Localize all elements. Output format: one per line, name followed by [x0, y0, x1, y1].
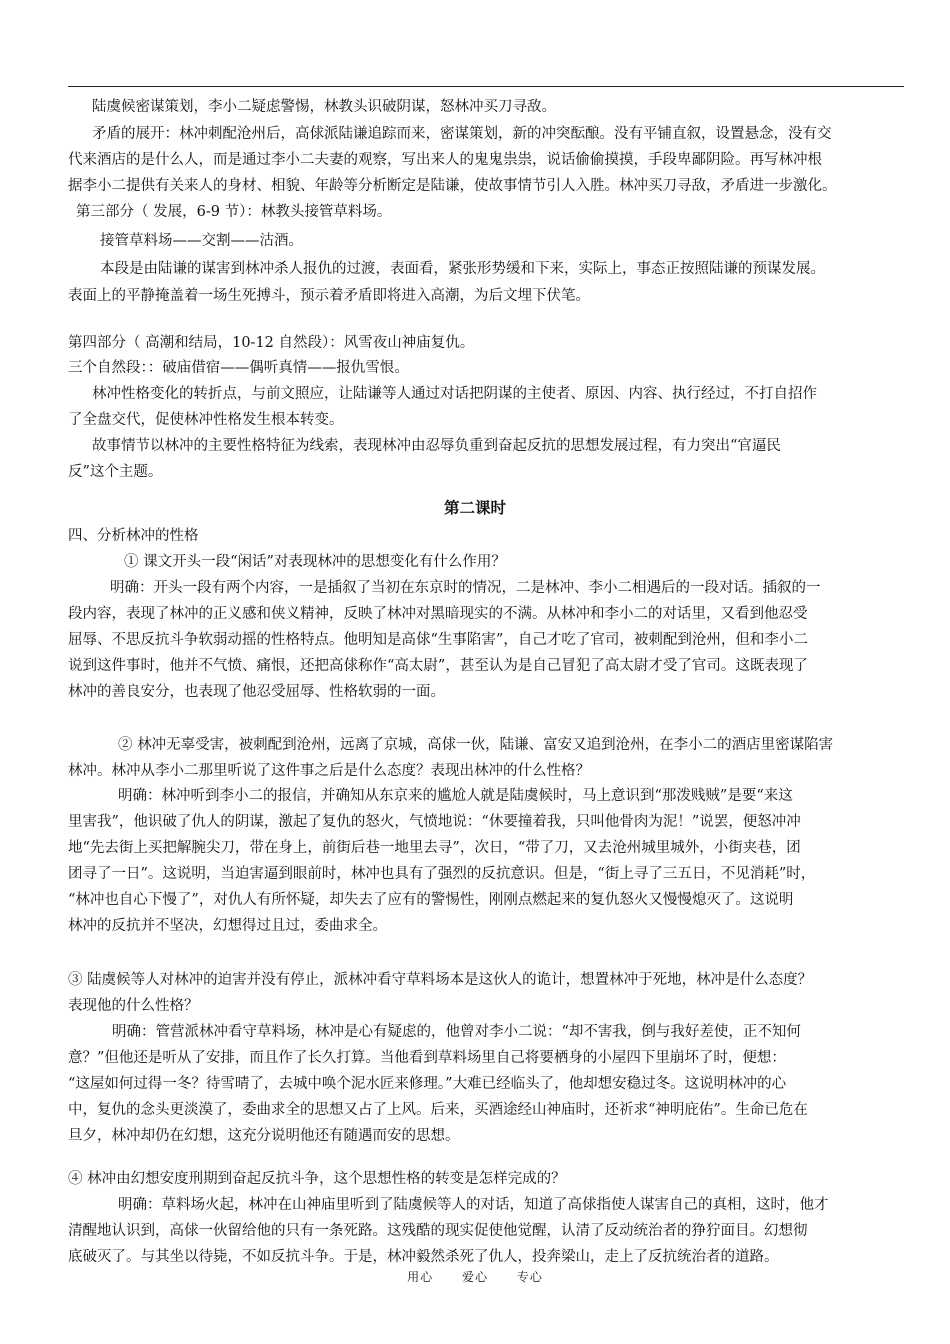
footer-text: 专心 — [516, 1270, 543, 1284]
text-line: 第四部分（ 高潮和结局，10-12 自然段）：风雪夜山神庙复仇。 — [68, 335, 475, 351]
text-line: 说到这件事时，他并不气愤、痛恨，还把高俅称作“高太尉”，甚至认为是自己冒犯了高太尉才受了官司。这既表现了 — [68, 658, 808, 674]
text-line: 意？”但他还是听从了安排，而且作了长久打算。当他看到草料场里自己将要栖身的小屋四下里崩坏了时，便想： — [68, 1050, 786, 1066]
text-line: 屈辱、不思反抗斗争软弱动摇的性格特点。他明知是高俅“生事陷害”，自己才吃了官司，被刺配到沧州，但和李小二 — [68, 632, 808, 648]
lesson-heading: 第二课时 — [443, 498, 506, 517]
text-line: 陆虞候密谋策划，李小二疑虑警惕，林教头识破阴谋，怒林冲买刀寻敌。 — [92, 99, 556, 115]
text-line: 中，复仇的念头更淡漠了，委曲求全的思想又占了上风。后来，买酒途经山神庙时，还祈求“神明庇佑”。生命已危在 — [68, 1102, 808, 1118]
text-line: 地“先去街上买把解腕尖刀，带在身上，前街后巷一地里去寻”，次日，“带了刀，又去沧州城里城外，小街夹巷，团 — [68, 840, 801, 856]
text-line: 表现他的什么性格？ — [68, 998, 199, 1014]
text-line: ④ 林冲由幻想安度刑期到奋起反抗斗争，这个思想性格的转变是怎样完成的？ — [68, 1171, 566, 1187]
text-line: ③ 陆虞候等人对林冲的迫害并没有停止，派林冲看守草料场本是这伙人的诡计，想置林冲于死地，林冲是什么态度？ — [68, 972, 813, 988]
text-line: 旦夕，林冲却仍在幻想，这充分说明他还有随遇而安的思想。 — [68, 1128, 460, 1144]
text-line: 代来酒店的是什么人，而是通过李小二夫妻的观察，写出来人的鬼鬼祟祟，说话偷偷摸摸，手段卑鄙阴险。再写林冲根 — [68, 152, 822, 168]
text-line: “这屋如何过得一冬？待雪晴了，去城中唤个泥水匠来修理。”大难已经临头了，他却想安稳过冬。这说明林冲的心 — [68, 1076, 787, 1092]
text-line: ① 课文开头一段“闲话”对表现林冲的思想变化有什么作用？ — [124, 554, 506, 570]
footer-text: 用心 — [407, 1270, 434, 1284]
text-line: 明确：草料场火起，林冲在山神庙里听到了陆虞候等人的对话，知道了高俅指使人谋害自己的真相，这时，他才 — [118, 1197, 829, 1213]
text-line: 了全盘交代，促使林冲性格发生根本转变。 — [68, 412, 344, 428]
text-line: 三个自然段：：破庙借宿——偶听真情——报仇雪恨。 — [68, 360, 409, 376]
text-line: 接管草料场——交割——沽酒。 — [100, 233, 303, 249]
text-line: 底破灭了。与其坐以待毙，不如反抗斗争。于是，林冲毅然杀死了仇人，投奔梁山，走上了反抗统治者的道路。 — [68, 1249, 779, 1265]
text-line: ② 林冲无辜受害，被刺配到沧州，远离了京城，高俅一伙，陆谦、富安又追到沧州，在李小二的酒店里密谋陷害 — [118, 737, 834, 753]
text-line: 故事情节以林冲的主要性格特征为线索，表现林冲由忍辱负重到奋起反抗的思想发展过程，有力突出“官逼民 — [92, 438, 781, 454]
text-line: 林冲。林冲从李小二那里听说了这件事之后是什么态度？表现出林冲的什么性格？ — [68, 763, 590, 779]
text-line: 段内容，表现了林冲的正义感和侠义精神，反映了林冲对黑暗现实的不满。从林冲和李小二的对话里，又看到他忍受 — [68, 606, 808, 622]
text-line: 矛盾的展开：林冲刺配沧州后，高俅派陆谦追踪而来，密谋策划，新的冲突酝酿。没有平铺直叙，设置悬念，没有交 — [92, 126, 832, 142]
text-line: 四、分析林冲的性格 — [68, 528, 199, 544]
text-line: 明确：管营派林冲看守草料场，林冲是心有疑虑的，他曾对李小二说：“却不害我，倒与我好差使，正不知何 — [112, 1024, 801, 1040]
footer-text: 爱心 — [461, 1270, 488, 1284]
text-line: 林冲的反抗并不坚决，幻想得过且过，委曲求全。 — [68, 918, 387, 934]
text-line: 表面上的平静掩盖着一场生死搏斗，预示着矛盾即将进入高潮，为后文埋下伏笔。 — [68, 288, 590, 304]
text-line: 团寻了一日”。这说明，当迫害逼到眼前时，林冲也具有了强烈的反抗意识。但是，“街上寻了三五日，不见消耗”时， — [68, 866, 816, 882]
text-line: 林冲性格变化的转折点，与前文照应，让陆谦等人通过对话把阴谋的主使者、原因、内容、执行经过，不打自招作 — [92, 386, 817, 402]
text-line: 里害我”，他识破了仇人的阴谋，激起了复仇的怒火，气愤地说：“休要撞着我，只叫他骨肉为泥！”说罢，便怒冲冲 — [68, 814, 801, 830]
text-line: 明确：林冲听到李小二的报信，并确知从东京来的尴尬人就是陆虞候时，马上意识到“那泼贱贼”是要“来这 — [118, 788, 793, 804]
text-line: “林冲也自心下慢了”，对仇人有所怀疑，却失去了应有的警惕性，刚刚点燃起来的复仇怒火又慢慢熄灭了。这说明 — [68, 892, 794, 908]
text-line: 林冲的善良安分，也表现了他忍受屈辱、性格软弱的一面。 — [68, 684, 445, 700]
text-line: 本段是由陆谦的谋害到林冲杀人报仇的过渡，表面看，紧张形势缓和下来，实际上，事态正按照陆谦的预谋发展。 — [100, 261, 825, 277]
text-line: 反”这个主题。 — [68, 464, 163, 480]
text-line: 明确：开头一段有两个内容，一是插叙了当初在东京时的情况，二是林冲、李小二相遇后的一段对话。插叙的一 — [110, 580, 821, 596]
text-line: 清醒地认识到，高俅一伙留给他的只有一条死路。这残酷的现实促使他觉醒，认清了反动统治者的狰狞面目。幻想彻 — [68, 1223, 808, 1239]
page-footer — [0, 1268, 950, 1285]
text-line: 第三部分（ 发展，6-9 节）：林教头接管草料场。 — [76, 204, 392, 220]
text-line: 据李小二提供有关来人的身材、相貌、年龄等分析断定是陆谦，使故事情节引人入胜。林冲买刀寻敌，矛盾进一步激化。 — [68, 178, 837, 194]
header-rule — [68, 86, 904, 87]
